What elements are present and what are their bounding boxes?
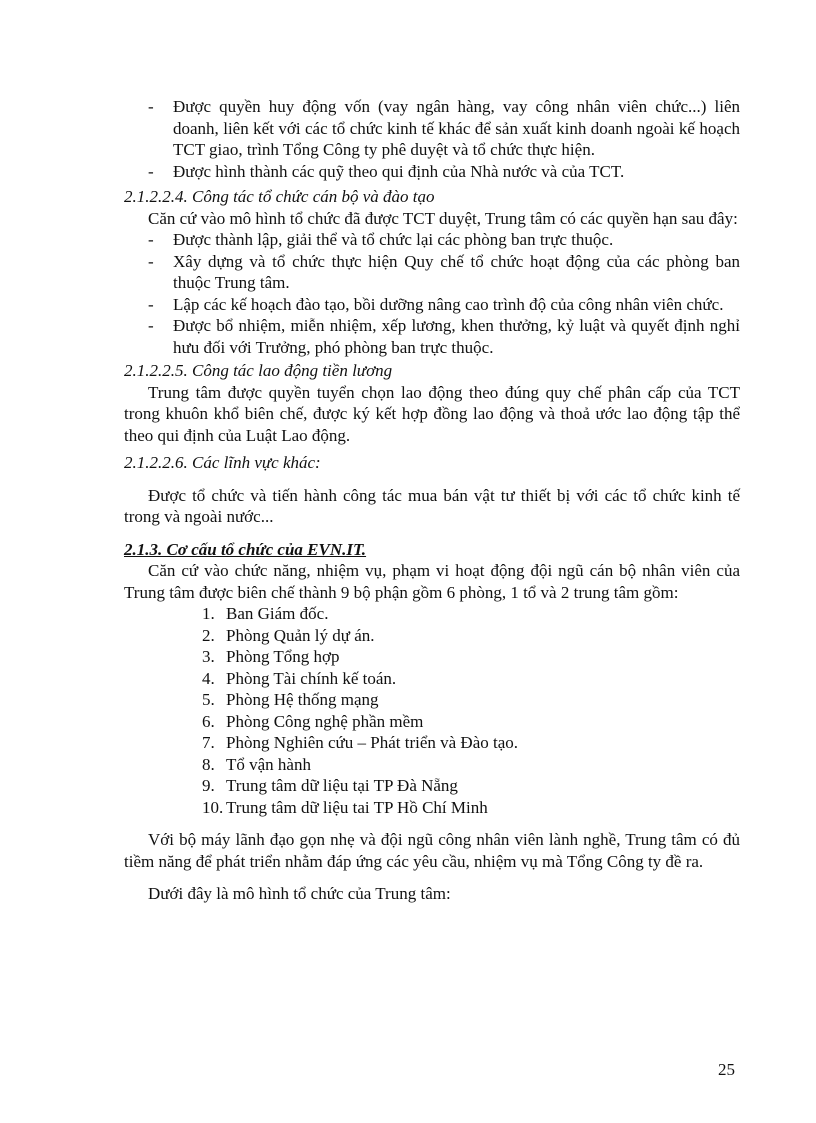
list-item: 9. Trung tâm dữ liệu tại TP Đà Nẵng	[202, 776, 458, 795]
ordered-list	[124, 603, 740, 818]
list-item: 5. Phòng Hệ thống mạng	[202, 690, 379, 709]
paragraph: Trung tâm được quyền tuyển chọn lao động theo đúng quy chế phân cấp của TCT trong khuôn khổ biên chế, được ký kết hợp đồng lao động và thoả ước lao động tập thể theo qui định của Luật Lao động.	[124, 382, 740, 445]
list-item: 2. Phòng Quản lý dự án.	[202, 625, 375, 645]
page-number: 25	[718, 1060, 735, 1079]
paragraph: Căn cứ vào mô hình tổ chức đã được TCT duyệt, Trung tâm có các quyền hạn sau đây:	[148, 208, 738, 228]
list-item: 3. Phòng Tổng hợp	[202, 647, 340, 666]
list-item: 8. Tổ vận hành	[202, 754, 311, 774]
paragraph: Với bộ máy lãnh đạo gọn nhẹ và đội ngũ công nhân viên lành nghề, Trung tâm có đủ tiềm năng để phát triển nhằm đáp ứng các yêu cầu, nhiệm vụ mà Tổng Công ty đề ra.	[124, 830, 740, 871]
list-item: 4. Phòng Tài chính kế toán.	[202, 668, 397, 688]
list-item: 7. Phòng Nghiên cứu – Phát triển và Đào tạo.	[202, 733, 519, 752]
list-item: - Lập các kế hoạch đào tạo, bồi dưỡng nâng cao trình độ của công nhân viên chức.	[148, 294, 724, 314]
paragraph: Căn cứ vào chức năng, nhiệm vụ, phạm vi hoạt động đội ngũ cán bộ nhân viên của Trung tâm được biên chế thành 9 bộ phận gồm 6 phòng, 1 tổ và 2 trung tâm gồm:	[124, 561, 740, 602]
section-heading-2-1-2-2-5: 2.1.2.2.5. Công tác lao động tiền lương	[124, 361, 393, 380]
section-heading-2-1-3: 2.1.3. Cơ cấu tổ chức của EVN.IT.	[124, 539, 367, 559]
list-item: - Được bổ nhiệm, miễn nhiệm, xếp lương, khen thưởng, kỷ luật và quyết định nghỉ hưu đối với Trưởng, phó phòng ban trực thuộc.	[148, 316, 740, 357]
paragraph: Được tổ chức và tiến hành công tác mua bán vật tư thiết bị với các tổ chức kinh tế trong và ngoài nước...	[124, 485, 740, 526]
section-heading-2-1-2-2-4: 2.1.2.2.4. Công tác tổ chức cán bộ và đào tạo	[124, 187, 435, 206]
list-item: - Được thành lập, giải thể và tổ chức lại các phòng ban trực thuộc.	[148, 230, 614, 249]
list-item: - Được quyền huy động vốn (vay ngân hàng, vay công nhân viên chức...) liên doanh, liên kết với các tổ chức kinh tế khác để sản xuất kinh doanh ngoài kế hoạch TCT giao, trình Tổng Công ty phê duyệt và tổ chức thực hiện.	[148, 97, 740, 159]
paragraph: Dưới đây là mô hình tổ chức của Trung tâm:	[148, 884, 451, 903]
list-item: - Xây dựng và tổ chức thực hiện Quy chế tổ chức hoạt động của các phòng ban thuộc Trung tâm.	[148, 251, 740, 292]
list-item: 1. Ban Giám đốc.	[202, 604, 329, 623]
list-item: 6. Phòng Công nghệ phần mềm	[202, 711, 424, 731]
list-item: - Được hình thành các quỹ theo qui định của Nhà nước và của TCT.	[148, 161, 625, 181]
document-page	[124, 96, 740, 905]
section-heading-2-1-2-2-6: 2.1.2.2.6. Các lĩnh vực khác:	[124, 453, 321, 472]
list-item: 10. Trung tâm dữ liệu tai TP Hồ Chí Minh	[202, 797, 488, 817]
